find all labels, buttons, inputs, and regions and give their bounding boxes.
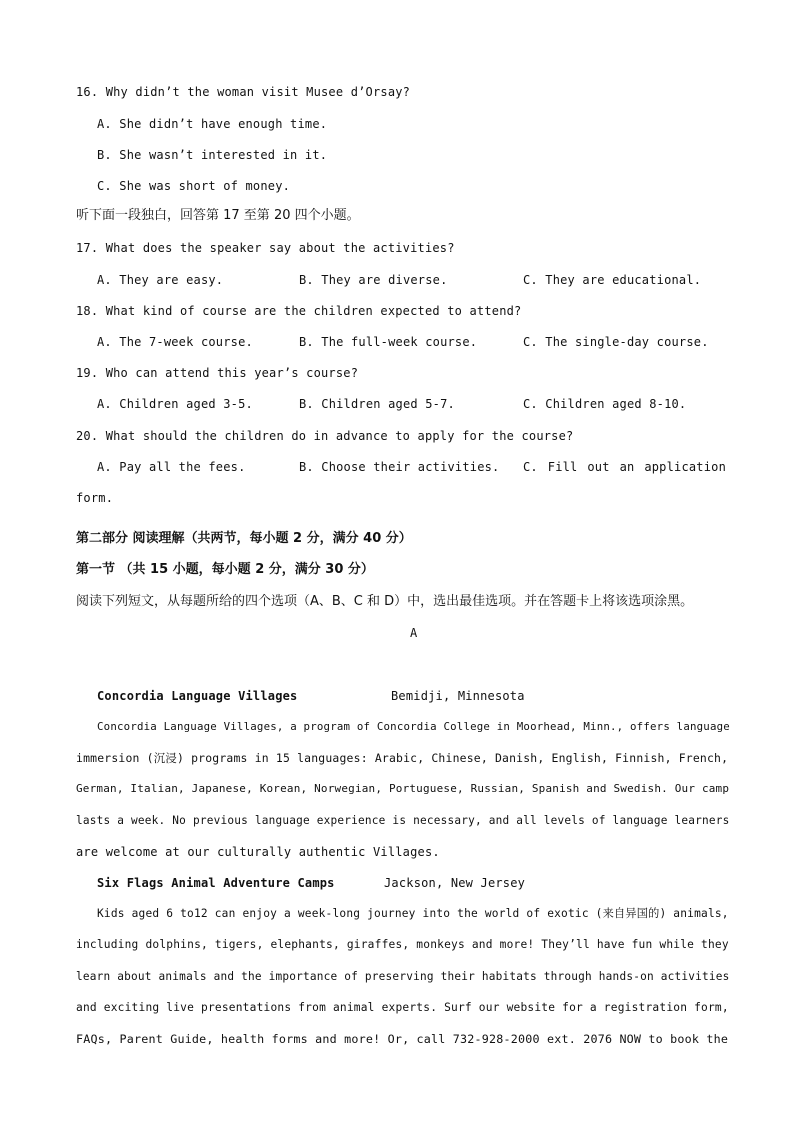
question-17-stem: 17. What does the speaker say about the activities? [76, 241, 455, 255]
option-c-word: an [619, 460, 635, 474]
listening-instruction: 听下面一段独白，回答第 17 至第 20 四个小题。 [76, 208, 360, 223]
camp-2-location: Jackson, New Jersey [384, 876, 526, 890]
question-20-stem: 20. What should the children do in advance to apply for the course? [76, 429, 574, 443]
question-20-option-b: B. Choose their activities. [299, 460, 500, 474]
option-c-word: out [587, 460, 610, 474]
option-c-word: Fill [547, 460, 578, 474]
camp-1-text-line: German, Italian, Japanese, Korean, Norwegian, Portuguese, Russian, Spanish and Swedish. Our camp [76, 782, 730, 795]
question-18-option-c: C. The single-day course. [523, 335, 709, 349]
question-20-option-a: A. Pay all the fees. [97, 460, 246, 474]
option-c-word: application [644, 460, 726, 474]
question-17-option-c: C. They are educational. [523, 273, 702, 287]
camp-1-location: Bemidji, Minnesota [391, 689, 525, 703]
option-c-word: C. [523, 460, 538, 474]
camp-2-name: Six Flags Animal Adventure Camps [97, 876, 335, 890]
passage-label: A [410, 626, 418, 640]
reading-instruction: 阅读下列短文，从每题所给的四个选项（A、B、C 和 D）中，选出最佳选项。并在答题卡上将该选项涂黑。 [76, 594, 694, 609]
question-20-option-c-continued: form. [76, 491, 114, 505]
camp-1-text-line: lasts a week. No previous language experience is necessary, and all levels of language learners [76, 814, 730, 827]
question-20-option-c [523, 459, 726, 475]
question-18-option-b: B. The full-week course. [299, 335, 478, 349]
question-16-option-c: C. She was short of money. [97, 179, 291, 193]
camp-2-text-line: FAQs, Parent Guide, health forms and more! Or, call 732-928-2000 ext. 2076 NOW to book the [76, 1032, 729, 1046]
question-19-option-c: C. Children aged 8-10. [523, 397, 687, 411]
part-two-heading: 第二部分 阅读理解（共两节，每小题 2 分，满分 40 分） [76, 531, 412, 546]
camp-1-text-line: are welcome at our culturally authentic Villages. [76, 845, 440, 859]
camp-2-text-line: including dolphins, tigers, elephants, giraffes, monkeys and more! They’ll have fun while they [76, 938, 729, 951]
camp-1-name: Concordia Language Villages [97, 689, 298, 703]
question-19-option-a: A. Children aged 3-5. [97, 397, 253, 411]
question-19-stem: 19. Who can attend this year’s course? [76, 366, 359, 380]
question-16-option-b: B. She wasn’t interested in it. [97, 148, 328, 162]
question-17-option-b: B. They are diverse. [299, 273, 448, 287]
section-one-heading: 第一节 （共 15 小题，每小题 2 分，满分 30 分） [76, 562, 374, 577]
question-17-option-a: A. They are easy. [97, 273, 224, 287]
question-18-option-a: A. The 7-week course. [97, 335, 253, 349]
question-16-option-a: A. She didn’t have enough time. [97, 117, 328, 131]
camp-2-text-line: learn about animals and the importance of preserving their habitats through hands-on activities [76, 970, 730, 983]
camp-1-text-line: immersion (沉浸) programs in 15 languages: Arabic, Chinese, Danish, English, Finnish, French, [76, 751, 729, 765]
camp-2-text-line: Kids aged 6 to12 can enjoy a week-long journey into the world of exotic (来自异国的) animals, [97, 907, 729, 920]
camp-1-text-line: Concordia Language Villages, a program of Concordia College in Moorhead, Minn., offers language [97, 720, 730, 733]
camp-2-text-line: and exciting live presentations from animal experts. Surf our website for a registration form, [76, 1001, 729, 1014]
question-19-option-b: B. Children aged 5-7. [299, 397, 455, 411]
question-18-stem: 18. What kind of course are the children expected to attend? [76, 304, 522, 318]
question-16-stem: 16. Why didn’t the woman visit Musee d’Orsay? [76, 85, 411, 99]
